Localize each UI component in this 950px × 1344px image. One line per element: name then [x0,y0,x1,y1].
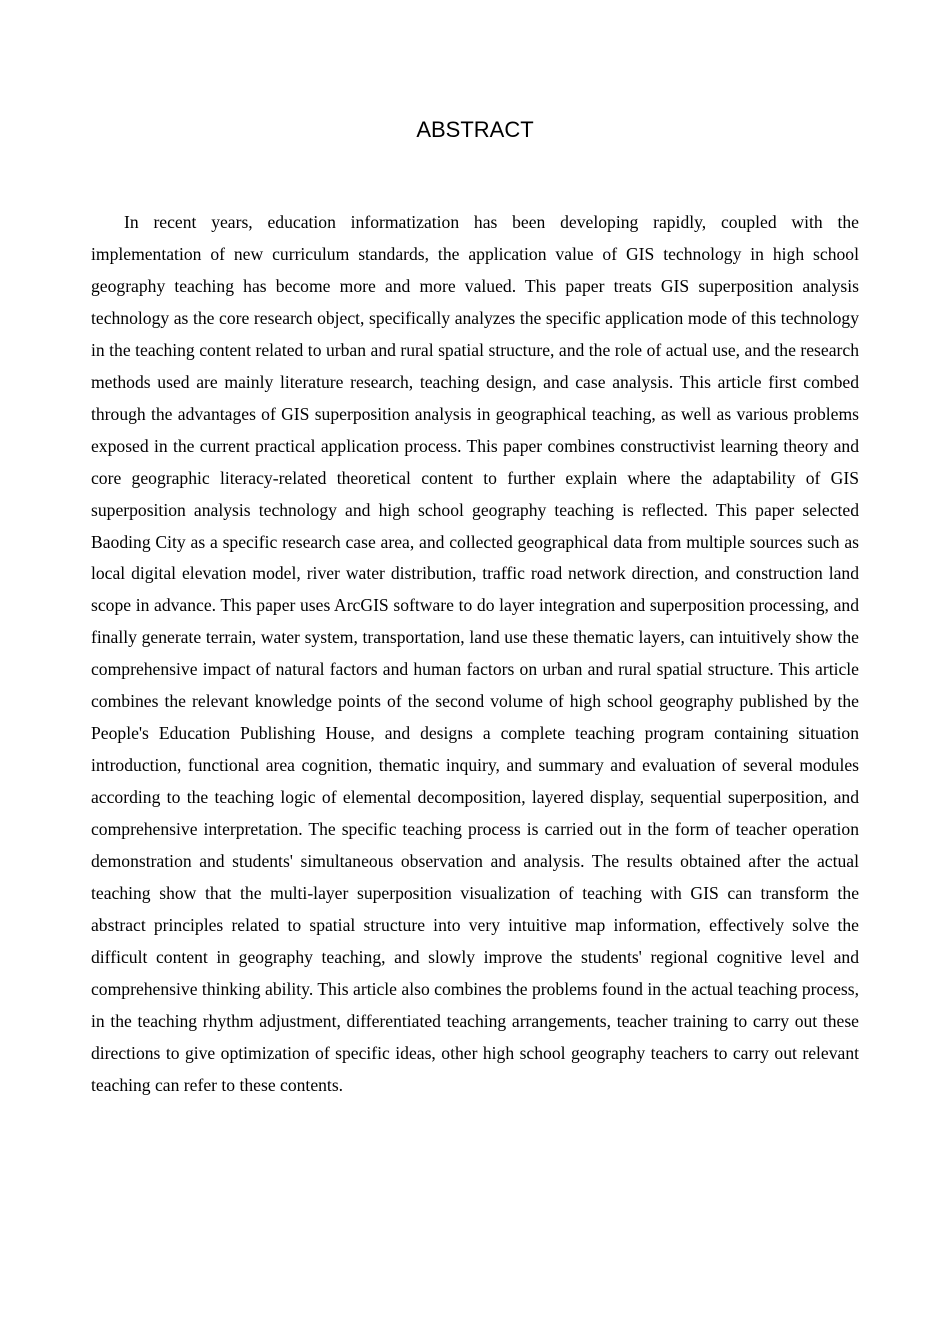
abstract-heading: ABSTRACT [416,117,534,142]
abstract-paragraph: In recent years, education informatization has been developing rapidly, coupled with the implementation of new curriculum standards, the application value of GIS technology in high school geography teaching has become more and more valued. This paper treats GIS superposition analysis technology as the core research object, specifically analyzes the specific application mode of this technology in the teaching content related to urban and rural spatial structure, and the role of actual use, and the research methods used are mainly literature research, teaching design, and case analysis. This article first combed through the advantages of GIS superposition analysis in geographical teaching, as well as various problems exposed in the current practical application process. This paper combines constructivist learning theory and core geographic literacy-related theoretical content to further explain where the adaptability of GIS superposition analysis technology and high school geography teaching is reflected. This paper selected Baoding City as a specific research case area, and collected geographical data from multiple sources such as local digital elevation model, river water distribution, traffic road network direction, and construction land scope in advance. This paper uses ArcGIS software to do layer integration and superposition processing, and finally generate terrain, water system, transportation, land use these thematic layers, can intuitively show the comprehensive impact of natural factors and human factors on urban and rural spatial structure. This article combines the relevant knowledge points of the second volume of high school geography published by the People's Education Publishing House, and designs a complete teaching program containing situation introduction, functional area cognition, thematic inquiry, and summary and evaluation of several modules according to the teaching logic of elemental decomposition, layered display, sequential superposition, and comprehensive interpretation. The specific teaching process is carried out in the form of teacher operation demonstration and students' simultaneous observation and analysis. The results obtained after the actual teaching show that the multi-layer superposition visualization of teaching with GIS can transform the abstract principles related to spatial structure into very intuitive map information, effectively solve the difficult content in geography teaching, and slowly improve the students' regional cognitive level and comprehensive thinking ability. This article also combines the problems found in the actual teaching process, in the teaching rhythm adjustment, differentiated teaching arrangements, teacher training to carry out these directions to give optimization of specific ideas, other high school geography teachers to carry out relevant teaching can refer to these contents. [91,212,859,1095]
